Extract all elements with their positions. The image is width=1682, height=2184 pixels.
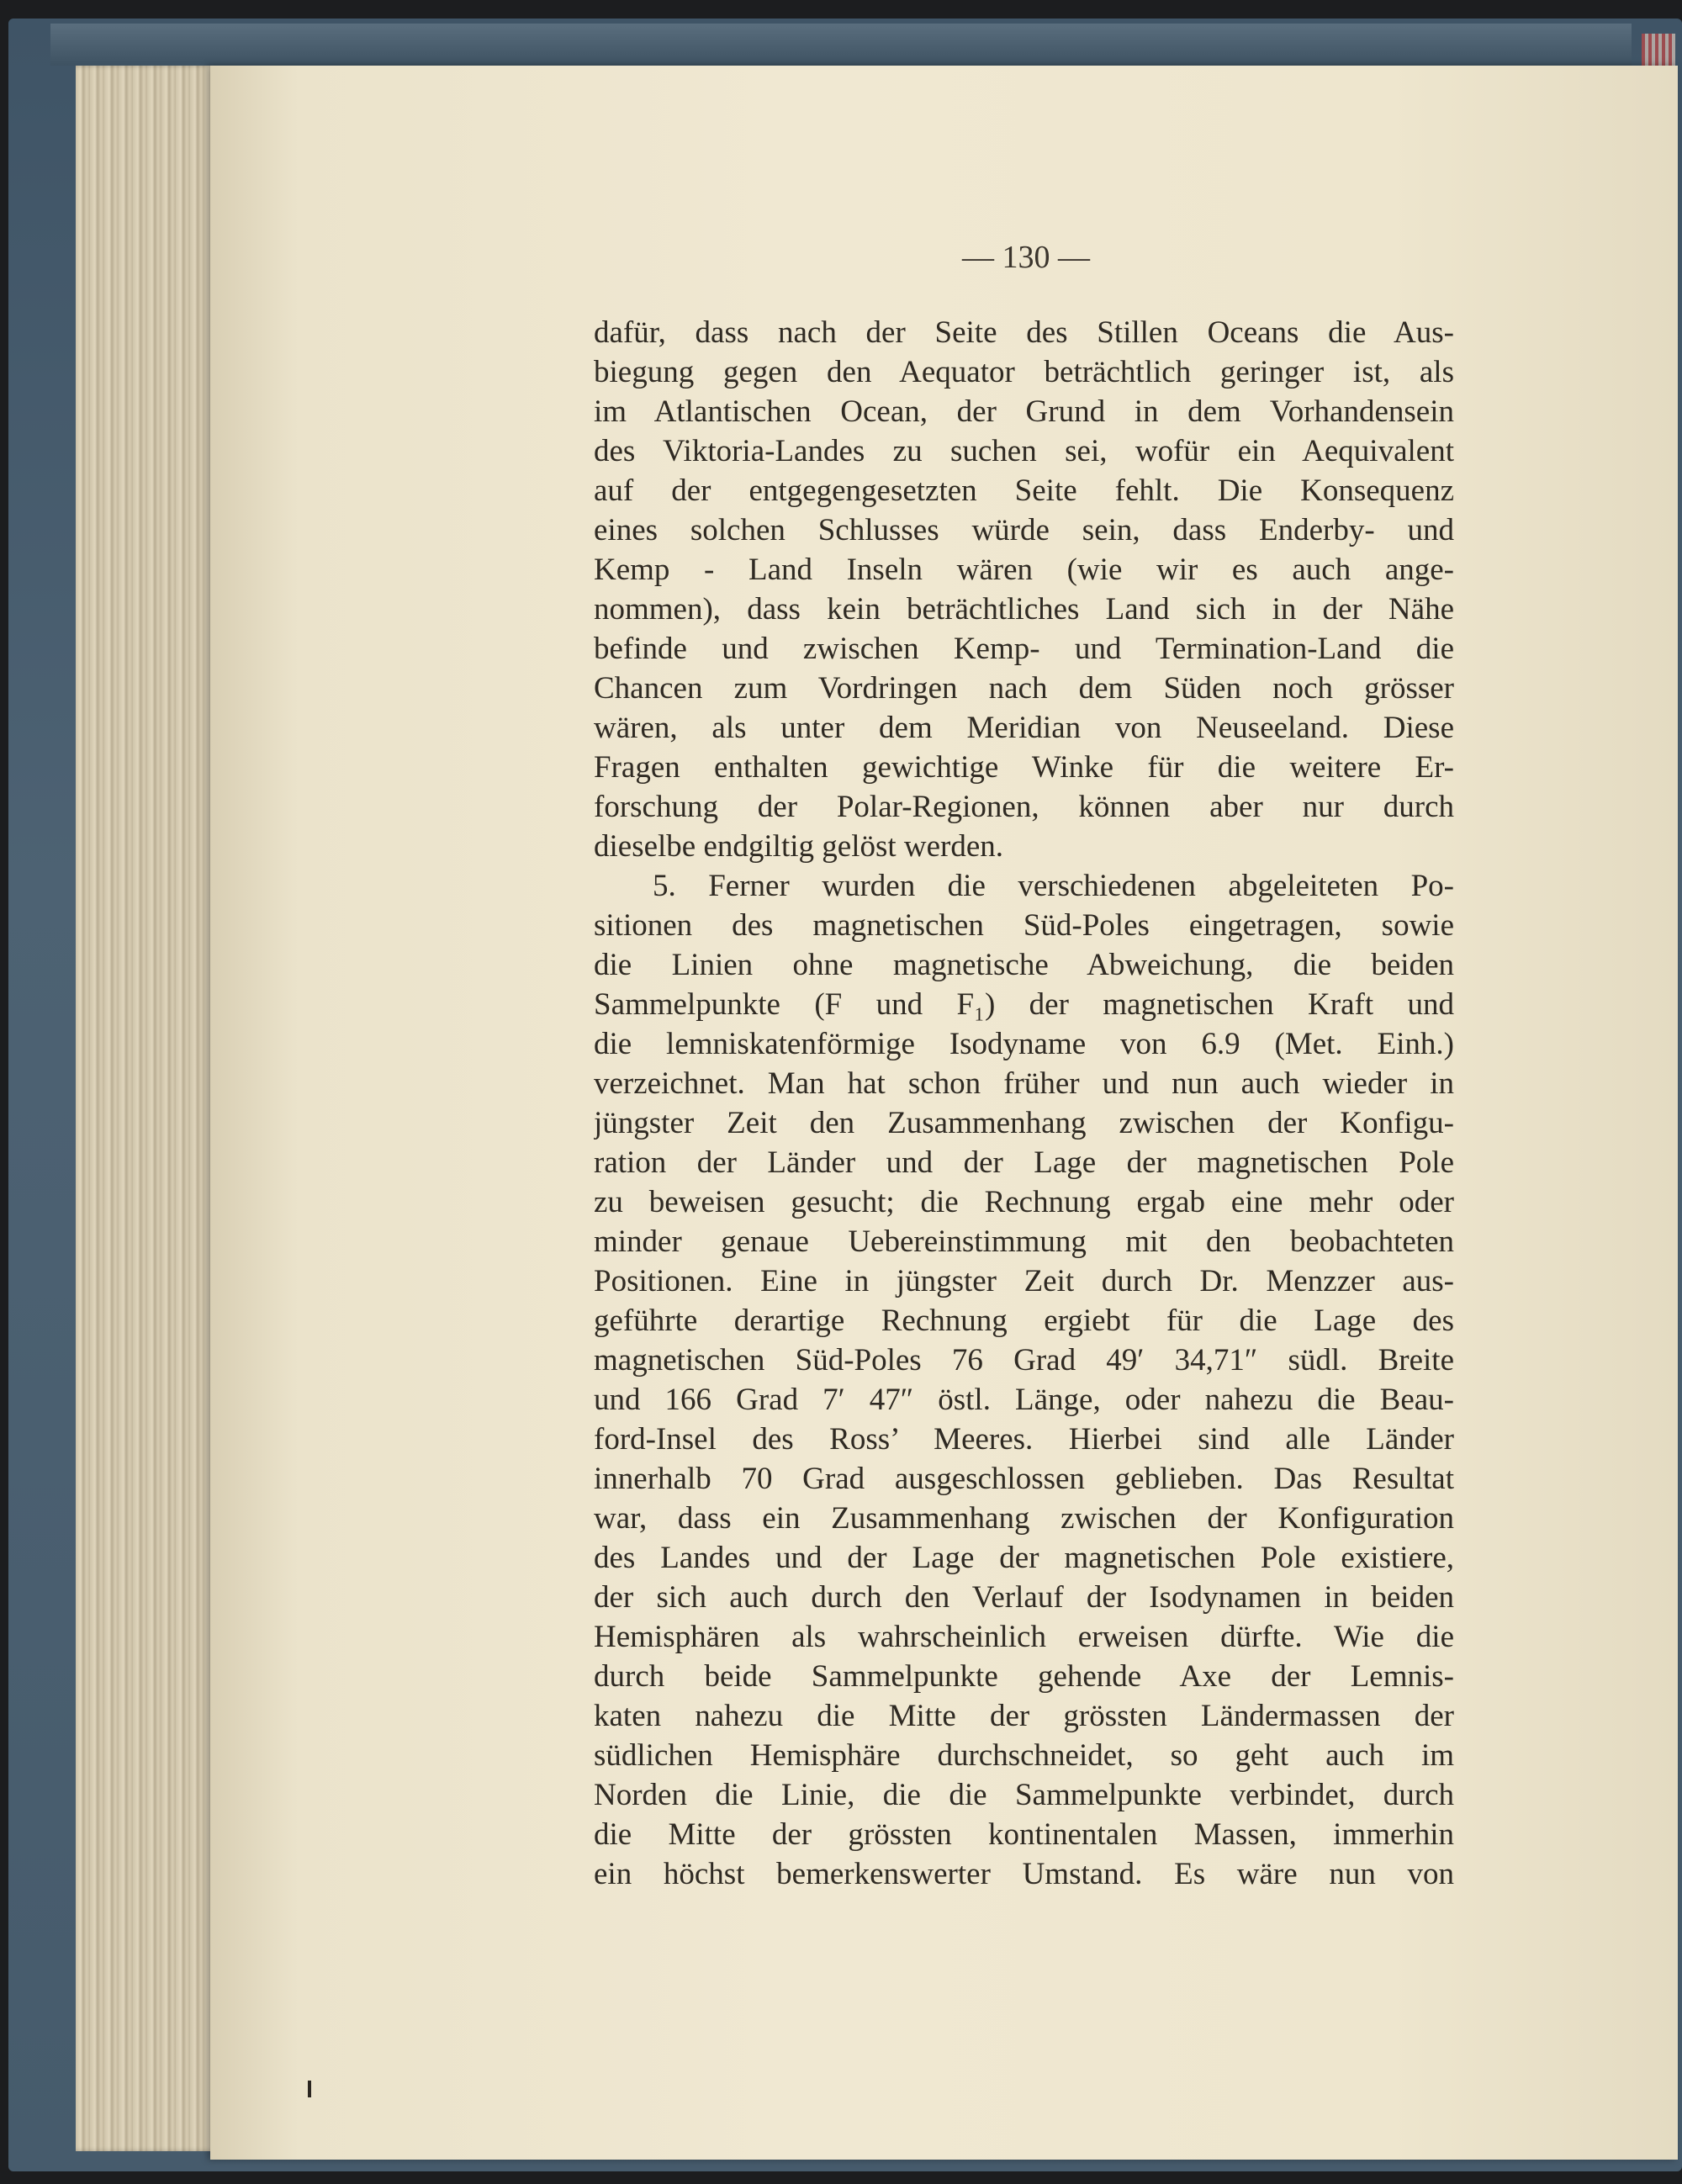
text-line: jüngster Zeit den Zusammenhang zwischen der Konfigu- (594, 1106, 1454, 1140)
text-line: innerhalb 70 Grad ausgeschlossen geblieben. Das Resultat (594, 1462, 1454, 1496)
text-line: Hemisphären als wahrscheinlich erweisen dürfte. Wie die (594, 1620, 1454, 1654)
text-line: Chancen zum Vordringen nach dem Süden noch grösser (594, 671, 1454, 706)
text-line: nommen), dass kein beträchtliches Land sich in der Nähe (594, 592, 1454, 627)
text-line: geführte derartige Rechnung ergiebt für die Lage des (594, 1304, 1454, 1338)
text-line: eines solchen Schlusses würde sein, dass Enderby- und (594, 513, 1454, 547)
text-line: verzeichnet. Man hat schon früher und nun auch wieder in (594, 1066, 1454, 1101)
text-line: Norden die Linie, die die Sammelpunkte verbindet, durch (594, 1778, 1454, 1812)
cover-top-edge (50, 24, 1632, 66)
text-line: ford-Insel des Ross’ Meeres. Hierbei sind alle Länder (594, 1422, 1454, 1457)
text-line: dieselbe endgiltig gelöst werden. (594, 829, 1004, 864)
paragraph-start-line: 5. Ferner wurden die verschiedenen abgeleiteten Po- (653, 869, 1454, 903)
text-line: befinde und zwischen Kemp- und Termination-Land die (594, 632, 1454, 666)
page-number: — 130 — (962, 240, 1090, 275)
text-line: die Linien ohne magnetische Abweichung, die beiden (594, 948, 1454, 982)
text-line: zu beweisen gesucht; die Rechnung ergab eine mehr oder (594, 1185, 1454, 1219)
text-line: des Landes und der Lage der magnetischen Pole existiere, (594, 1541, 1454, 1575)
page-mark (308, 2081, 311, 2097)
text-line: biegung gegen den Aequator beträchtlich geringer ist, als (594, 355, 1454, 389)
text-line: war, dass ein Zusammenhang zwischen der Konfiguration (594, 1501, 1454, 1536)
text-line: die lemniskatenförmige Isodyname von 6.9 (Met. Einh.) (594, 1027, 1454, 1061)
text-line: südlichen Hemisphäre durchschneidet, so geht auch im (594, 1738, 1454, 1773)
text-line: durch beide Sammelpunkte gehende Axe der Lemnis- (594, 1659, 1454, 1694)
body-text (594, 313, 1454, 1894)
text-line: Positionen. Eine in jüngster Zeit durch Dr. Menzzer aus- (594, 1264, 1454, 1298)
text-line: dafür, dass nach der Seite des Stillen Oceans die Aus- (594, 315, 1454, 350)
text-line: ration der Länder und der Lage der magnetischen Pole (594, 1145, 1454, 1180)
text-line: katen nahezu die Mitte der grössten Ländermassen der (594, 1699, 1454, 1733)
text-line: des Viktoria-Landes zu suchen sei, wofür ein Aequivalent (594, 434, 1454, 468)
text-line: im Atlantischen Ocean, der Grund in dem Vorhandensein (594, 394, 1454, 429)
spine-label (1642, 34, 1675, 67)
text-line: wären, als unter dem Meridian von Neuseeland. Diese (594, 711, 1454, 745)
text-line: ein höchst bemerkenswerter Umstand. Es wäre nun von (594, 1857, 1454, 1891)
text-line: der sich auch durch den Verlauf der Isodynamen in beiden (594, 1580, 1454, 1615)
text-line: Fragen enthalten gewichtige Winke für die weitere Er- (594, 750, 1454, 785)
text-line: Kemp - Land Inseln wären (wie wir es auch ange- (594, 553, 1454, 587)
text-line: sitionen des magnetischen Süd-Poles eingetragen, sowie (594, 908, 1454, 943)
text-line: und 166 Grad 7′ 47″ östl. Länge, oder nahezu die Beau- (594, 1383, 1454, 1417)
page-edges (76, 66, 219, 2151)
text-line: forschung der Polar-Regionen, können aber nur durch (594, 790, 1454, 824)
text-line: minder genaue Uebereinstimmung mit den beobachteten (594, 1224, 1454, 1259)
text-line: magnetischen Süd-Poles 76 Grad 49′ 34,71″ südl. Breite (594, 1343, 1454, 1378)
text-line: auf der entgegengesetzten Seite fehlt. Die Konsequenz (594, 473, 1454, 508)
text-line: die Mitte der grössten kontinentalen Massen, immerhin (594, 1817, 1454, 1852)
text-line: Sammelpunkte (F und F₁) der magnetischen Kraft und (594, 987, 1454, 1022)
